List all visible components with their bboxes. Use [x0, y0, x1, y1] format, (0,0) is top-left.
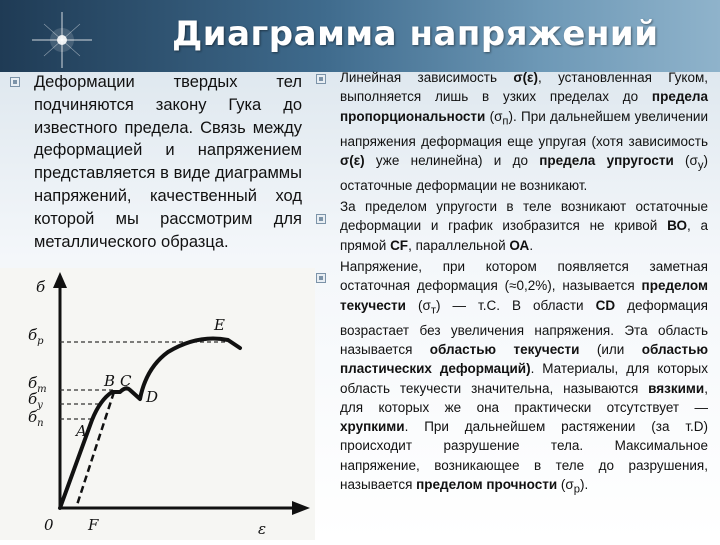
right-column — [340, 68, 708, 502]
point-a-label: A — [76, 422, 87, 440]
sigma-p-label: $б_р$ — [28, 326, 44, 347]
stress-strain-diagram — [0, 268, 315, 540]
y-axis-arrow-icon — [53, 272, 67, 288]
bullet-square-icon — [316, 273, 326, 283]
point-c-label: C — [120, 372, 132, 390]
origin-label: 0 — [44, 516, 54, 534]
bullet-square-icon — [316, 74, 326, 84]
slide-header — [0, 0, 720, 72]
point-e-label: E — [214, 316, 225, 334]
bullet-square-icon — [316, 214, 326, 224]
star-flare-icon — [22, 10, 102, 70]
sigma-n-label: $б_п$ — [28, 408, 44, 429]
slide-title: Диаграмма напряжений — [172, 14, 659, 54]
sigma-y-label: $б_у$ — [28, 390, 43, 411]
point-b-label: B — [104, 372, 116, 390]
sigma-t-label: $б_т$ — [28, 374, 47, 395]
left-paragraph: Деформации твердых тел подчиняются закону Гука до известного предела. Связь между деформацией и напряжением представляется в виде диаграммы напряжений, качественный ход которой мы рассмотрим для металлического образца. — [34, 73, 302, 251]
paragraph-hooke: Линейная зависимость σ(ε), установленная Гуком, выполняется лишь в узких пределах до предела пропорциональности $(\sigma_п)$. При дальнейшем увеличении напряжения деформация еще упругая (хотя зависимость σ(ε) уже нелинейна) и до предела упругости $(\sigma_у)$ остаточные деформации не возникают. — [340, 70, 708, 193]
paragraph-yield-strength: Напряжение, при котором появляется заметная остаточная деформация (≈0,2%), называется пределом текучести $(\sigma_т)$ — т.С. В области CD деформация возрастает без увеличения напряжения. Эта область называется областью текучести (или областью пластических деформаций). Материалы, для которых область текучести значительна, называются вязкими, для которых же она практически отсутствует — хрупкими. При дальнейшем растяжении (за т.D) происходит разрушение тела. Максимальное напряжение, возникающее в теле до разрушения, называется пределом прочности $(\sigma_р)$. — [340, 259, 709, 496]
paragraph-residual-deformation: За пределом упругости в теле возникают остаточные деформации и график изобразится не кривой ВО, а прямой CF, параллельной ОА. — [340, 199, 708, 253]
stress-strain-curve — [60, 339, 240, 509]
point-f-label: F — [88, 516, 99, 534]
x-axis-arrow-icon — [292, 501, 310, 515]
y-axis-label: б — [36, 278, 46, 296]
point-d-label: D — [146, 388, 159, 406]
x-axis-label: ε — [258, 520, 267, 538]
bullet-square-icon — [10, 77, 20, 87]
